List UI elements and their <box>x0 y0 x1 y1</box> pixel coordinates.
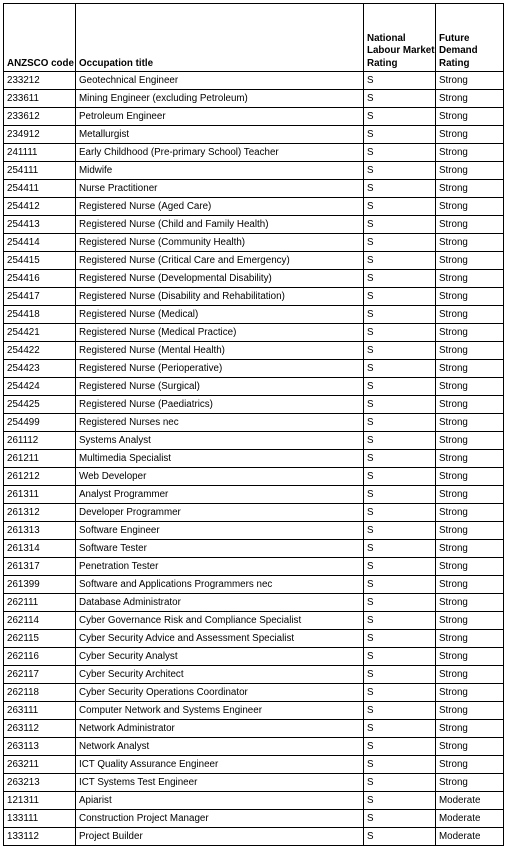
cell-future-demand-rating: Strong <box>436 576 504 594</box>
cell-national-labour-market-rating: S <box>364 378 436 396</box>
cell-future-demand-rating: Strong <box>436 162 504 180</box>
cell-future-demand-rating: Strong <box>436 342 504 360</box>
cell-national-labour-market-rating: S <box>364 594 436 612</box>
table-row <box>4 468 504 486</box>
cell-occupation-title: Registered Nurse (Surgical) <box>76 378 364 396</box>
cell-anzsco-code: 261312 <box>4 504 76 522</box>
table-row <box>4 558 504 576</box>
table-row <box>4 270 504 288</box>
cell-national-labour-market-rating: S <box>364 144 436 162</box>
cell-national-labour-market-rating: S <box>364 540 436 558</box>
occupation-table <box>3 3 504 846</box>
cell-anzsco-code: 263111 <box>4 702 76 720</box>
cell-national-labour-market-rating: S <box>364 396 436 414</box>
cell-occupation-title: Geotechnical Engineer <box>76 72 364 90</box>
cell-occupation-title: Developer Programmer <box>76 504 364 522</box>
cell-anzsco-code: 254417 <box>4 288 76 306</box>
cell-anzsco-code: 262111 <box>4 594 76 612</box>
cell-national-labour-market-rating: S <box>364 612 436 630</box>
table-row <box>4 648 504 666</box>
table-row <box>4 252 504 270</box>
table-row <box>4 576 504 594</box>
cell-future-demand-rating: Strong <box>436 486 504 504</box>
cell-occupation-title: Registered Nurse (Community Health) <box>76 234 364 252</box>
cell-anzsco-code: 254415 <box>4 252 76 270</box>
cell-future-demand-rating: Strong <box>436 378 504 396</box>
cell-national-labour-market-rating: S <box>364 576 436 594</box>
cell-occupation-title: Multimedia Specialist <box>76 450 364 468</box>
cell-anzsco-code: 254413 <box>4 216 76 234</box>
cell-national-labour-market-rating: S <box>364 666 436 684</box>
cell-occupation-title: Registered Nurse (Perioperative) <box>76 360 364 378</box>
cell-occupation-title: Project Builder <box>76 828 364 846</box>
cell-anzsco-code: 254499 <box>4 414 76 432</box>
cell-occupation-title: Database Administrator <box>76 594 364 612</box>
cell-anzsco-code: 254418 <box>4 306 76 324</box>
table-row <box>4 90 504 108</box>
cell-anzsco-code: 233611 <box>4 90 76 108</box>
cell-occupation-title: Registered Nurses nec <box>76 414 364 432</box>
header-occupation-title: Occupation title <box>76 4 364 72</box>
table-row <box>4 198 504 216</box>
cell-future-demand-rating: Strong <box>436 612 504 630</box>
cell-national-labour-market-rating: S <box>364 342 436 360</box>
cell-occupation-title: Analyst Programmer <box>76 486 364 504</box>
cell-future-demand-rating: Strong <box>436 324 504 342</box>
cell-national-labour-market-rating: S <box>364 216 436 234</box>
cell-anzsco-code: 261112 <box>4 432 76 450</box>
table-row <box>4 720 504 738</box>
table-row <box>4 630 504 648</box>
table-row <box>4 342 504 360</box>
cell-occupation-title: Software Engineer <box>76 522 364 540</box>
cell-anzsco-code: 263112 <box>4 720 76 738</box>
cell-occupation-title: Computer Network and Systems Engineer <box>76 702 364 720</box>
cell-occupation-title: Software Tester <box>76 540 364 558</box>
cell-future-demand-rating: Strong <box>436 432 504 450</box>
cell-future-demand-rating: Strong <box>436 252 504 270</box>
cell-anzsco-code: 261311 <box>4 486 76 504</box>
table-row <box>4 486 504 504</box>
cell-future-demand-rating: Strong <box>436 720 504 738</box>
header-anzsco-code: ANZSCO code <box>4 4 76 72</box>
cell-future-demand-rating: Strong <box>436 756 504 774</box>
cell-future-demand-rating: Moderate <box>436 792 504 810</box>
table-row <box>4 756 504 774</box>
cell-national-labour-market-rating: S <box>364 486 436 504</box>
table-row <box>4 216 504 234</box>
cell-occupation-title: Mining Engineer (excluding Petroleum) <box>76 90 364 108</box>
cell-future-demand-rating: Strong <box>436 288 504 306</box>
cell-anzsco-code: 254416 <box>4 270 76 288</box>
table-row <box>4 738 504 756</box>
table-row <box>4 306 504 324</box>
table-row <box>4 180 504 198</box>
cell-occupation-title: Metallurgist <box>76 126 364 144</box>
table-row <box>4 288 504 306</box>
cell-national-labour-market-rating: S <box>364 738 436 756</box>
cell-national-labour-market-rating: S <box>364 288 436 306</box>
header-future-demand-rating: Future Demand Rating <box>436 4 504 72</box>
cell-national-labour-market-rating: S <box>364 360 436 378</box>
cell-national-labour-market-rating: S <box>364 72 436 90</box>
cell-future-demand-rating: Strong <box>436 630 504 648</box>
cell-future-demand-rating: Strong <box>436 702 504 720</box>
cell-occupation-title: Nurse Practitioner <box>76 180 364 198</box>
table-body <box>4 72 504 846</box>
cell-future-demand-rating: Strong <box>436 108 504 126</box>
cell-anzsco-code: 261314 <box>4 540 76 558</box>
table-row <box>4 612 504 630</box>
cell-national-labour-market-rating: S <box>364 414 436 432</box>
cell-future-demand-rating: Strong <box>436 504 504 522</box>
cell-occupation-title: Penetration Tester <box>76 558 364 576</box>
cell-future-demand-rating: Strong <box>436 468 504 486</box>
cell-anzsco-code: 254423 <box>4 360 76 378</box>
cell-national-labour-market-rating: S <box>364 630 436 648</box>
cell-future-demand-rating: Strong <box>436 72 504 90</box>
cell-national-labour-market-rating: S <box>364 162 436 180</box>
table-row <box>4 702 504 720</box>
table-row <box>4 378 504 396</box>
cell-anzsco-code: 263213 <box>4 774 76 792</box>
cell-national-labour-market-rating: S <box>364 792 436 810</box>
cell-national-labour-market-rating: S <box>364 684 436 702</box>
cell-national-labour-market-rating: S <box>364 90 436 108</box>
table-row <box>4 72 504 90</box>
cell-future-demand-rating: Strong <box>436 396 504 414</box>
cell-occupation-title: Network Analyst <box>76 738 364 756</box>
cell-anzsco-code: 261317 <box>4 558 76 576</box>
cell-occupation-title: Registered Nurse (Medical Practice) <box>76 324 364 342</box>
cell-national-labour-market-rating: S <box>364 306 436 324</box>
cell-anzsco-code: 262116 <box>4 648 76 666</box>
cell-anzsco-code: 241111 <box>4 144 76 162</box>
cell-anzsco-code: 233212 <box>4 72 76 90</box>
table-row <box>4 540 504 558</box>
cell-future-demand-rating: Strong <box>436 360 504 378</box>
cell-future-demand-rating: Strong <box>436 234 504 252</box>
cell-occupation-title: Midwife <box>76 162 364 180</box>
cell-occupation-title: Network Administrator <box>76 720 364 738</box>
cell-national-labour-market-rating: S <box>364 126 436 144</box>
table-row <box>4 324 504 342</box>
cell-anzsco-code: 254421 <box>4 324 76 342</box>
cell-national-labour-market-rating: S <box>364 252 436 270</box>
cell-national-labour-market-rating: S <box>364 558 436 576</box>
table-row <box>4 360 504 378</box>
cell-occupation-title: Software and Applications Programmers nec <box>76 576 364 594</box>
cell-future-demand-rating: Strong <box>436 648 504 666</box>
cell-future-demand-rating: Strong <box>436 594 504 612</box>
cell-national-labour-market-rating: S <box>364 324 436 342</box>
cell-national-labour-market-rating: S <box>364 810 436 828</box>
cell-national-labour-market-rating: S <box>364 432 436 450</box>
table-row <box>4 144 504 162</box>
cell-occupation-title: Cyber Security Analyst <box>76 648 364 666</box>
cell-anzsco-code: 261313 <box>4 522 76 540</box>
cell-anzsco-code: 133111 <box>4 810 76 828</box>
cell-occupation-title: Registered Nurse (Disability and Rehabilitation) <box>76 288 364 306</box>
cell-national-labour-market-rating: S <box>364 468 436 486</box>
cell-anzsco-code: 234912 <box>4 126 76 144</box>
cell-future-demand-rating: Strong <box>436 450 504 468</box>
table-row <box>4 234 504 252</box>
cell-occupation-title: Registered Nurse (Medical) <box>76 306 364 324</box>
cell-national-labour-market-rating: S <box>364 756 436 774</box>
cell-anzsco-code: 262115 <box>4 630 76 648</box>
cell-occupation-title: Apiarist <box>76 792 364 810</box>
cell-occupation-title: Cyber Security Advice and Assessment Specialist <box>76 630 364 648</box>
cell-future-demand-rating: Strong <box>436 180 504 198</box>
cell-anzsco-code: 233612 <box>4 108 76 126</box>
cell-national-labour-market-rating: S <box>364 522 436 540</box>
cell-occupation-title: Cyber Security Architect <box>76 666 364 684</box>
cell-future-demand-rating: Strong <box>436 774 504 792</box>
cell-anzsco-code: 254111 <box>4 162 76 180</box>
cell-occupation-title: Systems Analyst <box>76 432 364 450</box>
cell-national-labour-market-rating: S <box>364 828 436 846</box>
cell-future-demand-rating: Strong <box>436 684 504 702</box>
table-row <box>4 684 504 702</box>
table-row <box>4 594 504 612</box>
table-row <box>4 396 504 414</box>
cell-anzsco-code: 254412 <box>4 198 76 216</box>
cell-occupation-title: Construction Project Manager <box>76 810 364 828</box>
cell-occupation-title: Registered Nurse (Child and Family Health) <box>76 216 364 234</box>
table-row <box>4 414 504 432</box>
cell-future-demand-rating: Strong <box>436 540 504 558</box>
cell-national-labour-market-rating: S <box>364 702 436 720</box>
cell-future-demand-rating: Strong <box>436 666 504 684</box>
header-row <box>4 4 504 72</box>
cell-future-demand-rating: Strong <box>436 126 504 144</box>
header-national-labour-market-rating: National Labour Market Rating <box>364 4 436 72</box>
cell-national-labour-market-rating: S <box>364 648 436 666</box>
cell-future-demand-rating: Strong <box>436 738 504 756</box>
cell-anzsco-code: 261212 <box>4 468 76 486</box>
table-row <box>4 792 504 810</box>
table-row <box>4 504 504 522</box>
cell-anzsco-code: 254424 <box>4 378 76 396</box>
cell-occupation-title: ICT Quality Assurance Engineer <box>76 756 364 774</box>
cell-anzsco-code: 263211 <box>4 756 76 774</box>
cell-occupation-title: Registered Nurse (Critical Care and Emergency) <box>76 252 364 270</box>
table-header <box>4 4 504 72</box>
cell-anzsco-code: 263113 <box>4 738 76 756</box>
cell-national-labour-market-rating: S <box>364 450 436 468</box>
cell-future-demand-rating: Strong <box>436 270 504 288</box>
cell-future-demand-rating: Strong <box>436 414 504 432</box>
cell-future-demand-rating: Strong <box>436 306 504 324</box>
cell-future-demand-rating: Strong <box>436 216 504 234</box>
cell-anzsco-code: 261399 <box>4 576 76 594</box>
occupation-table-container <box>3 3 504 846</box>
cell-occupation-title: Web Developer <box>76 468 364 486</box>
cell-occupation-title: Cyber Governance Risk and Compliance Specialist <box>76 612 364 630</box>
table-row <box>4 162 504 180</box>
table-row <box>4 108 504 126</box>
cell-anzsco-code: 262114 <box>4 612 76 630</box>
cell-national-labour-market-rating: S <box>364 198 436 216</box>
cell-future-demand-rating: Strong <box>436 90 504 108</box>
cell-future-demand-rating: Strong <box>436 198 504 216</box>
cell-future-demand-rating: Strong <box>436 144 504 162</box>
cell-occupation-title: Registered Nurse (Aged Care) <box>76 198 364 216</box>
cell-future-demand-rating: Strong <box>436 522 504 540</box>
cell-national-labour-market-rating: S <box>364 720 436 738</box>
table-row <box>4 810 504 828</box>
cell-occupation-title: Registered Nurse (Mental Health) <box>76 342 364 360</box>
cell-national-labour-market-rating: S <box>364 108 436 126</box>
cell-anzsco-code: 262117 <box>4 666 76 684</box>
table-row <box>4 432 504 450</box>
table-row <box>4 450 504 468</box>
cell-occupation-title: Registered Nurse (Paediatrics) <box>76 396 364 414</box>
cell-anzsco-code: 133112 <box>4 828 76 846</box>
cell-anzsco-code: 254414 <box>4 234 76 252</box>
cell-occupation-title: Cyber Security Operations Coordinator <box>76 684 364 702</box>
table-row <box>4 666 504 684</box>
table-row <box>4 522 504 540</box>
cell-anzsco-code: 121311 <box>4 792 76 810</box>
cell-occupation-title: Early Childhood (Pre-primary School) Teacher <box>76 144 364 162</box>
table-row <box>4 774 504 792</box>
cell-future-demand-rating: Moderate <box>436 828 504 846</box>
cell-anzsco-code: 254411 <box>4 180 76 198</box>
table-row <box>4 126 504 144</box>
cell-future-demand-rating: Strong <box>436 558 504 576</box>
cell-occupation-title: ICT Systems Test Engineer <box>76 774 364 792</box>
cell-occupation-title: Registered Nurse (Developmental Disability) <box>76 270 364 288</box>
cell-anzsco-code: 261211 <box>4 450 76 468</box>
cell-future-demand-rating: Moderate <box>436 810 504 828</box>
cell-anzsco-code: 262118 <box>4 684 76 702</box>
cell-anzsco-code: 254425 <box>4 396 76 414</box>
table-row <box>4 828 504 846</box>
cell-anzsco-code: 254422 <box>4 342 76 360</box>
cell-national-labour-market-rating: S <box>364 180 436 198</box>
cell-national-labour-market-rating: S <box>364 774 436 792</box>
cell-national-labour-market-rating: S <box>364 270 436 288</box>
cell-national-labour-market-rating: S <box>364 504 436 522</box>
cell-occupation-title: Petroleum Engineer <box>76 108 364 126</box>
cell-national-labour-market-rating: S <box>364 234 436 252</box>
